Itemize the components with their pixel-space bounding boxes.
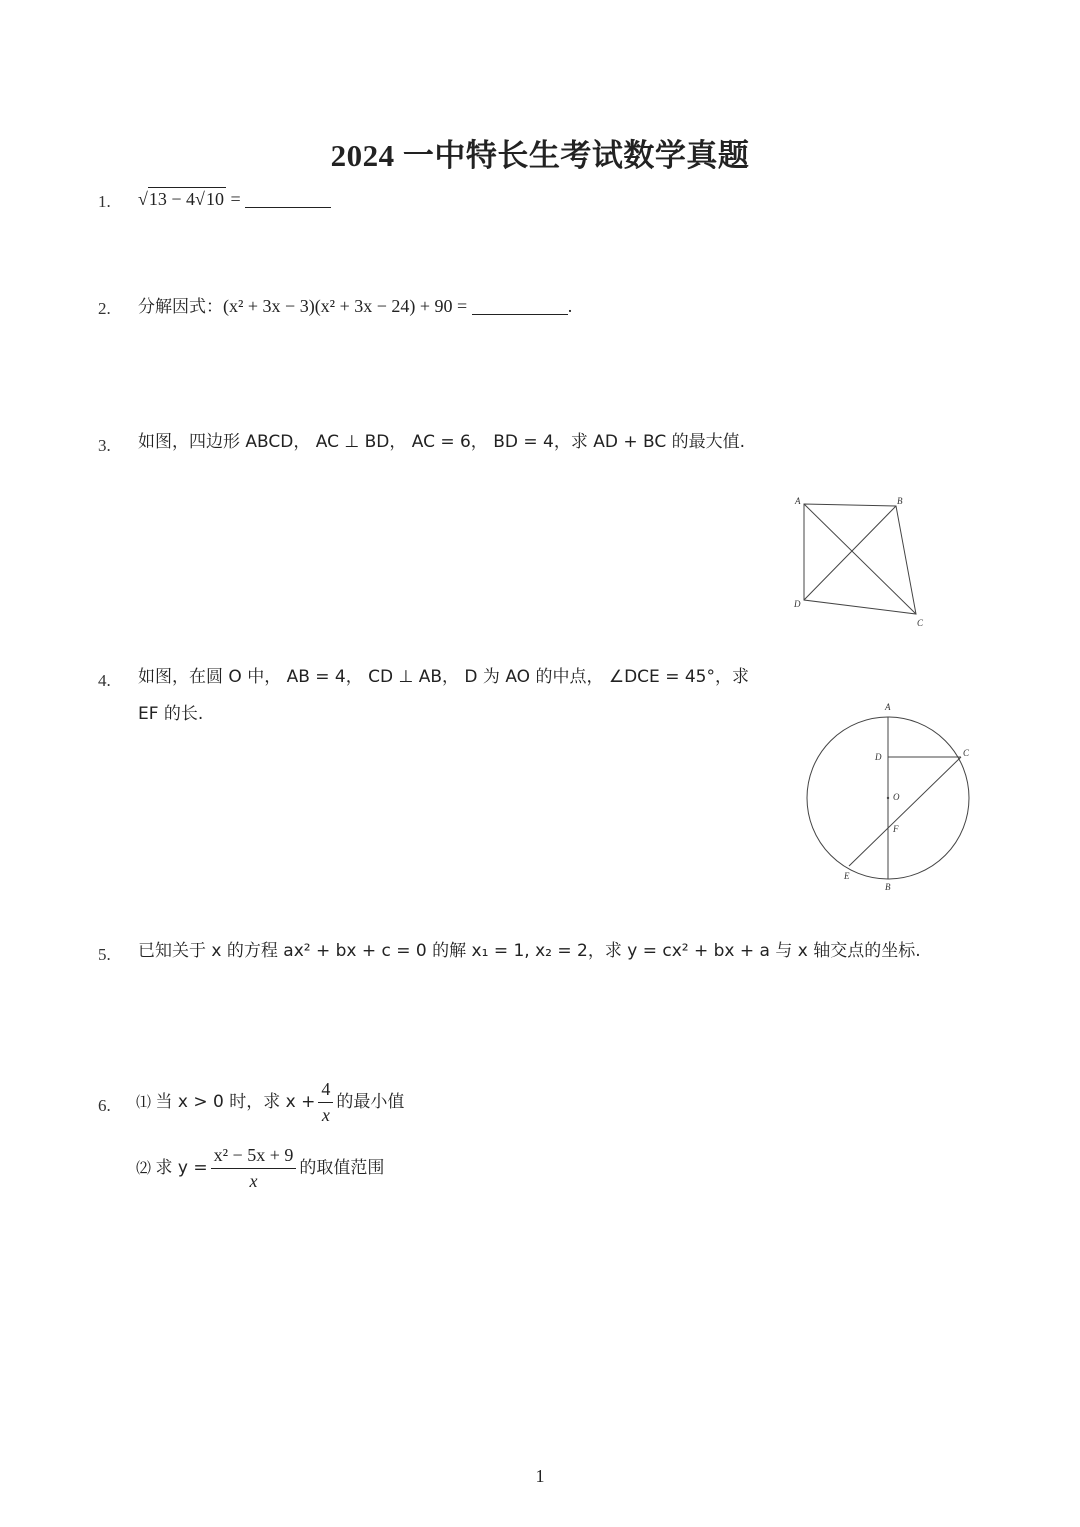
q2-formula: (x² + 3x − 3)(x² + 3x − 24) + 90 = <box>223 296 468 316</box>
page-title: 2024 一中特长生考试数学真题 <box>330 138 750 173</box>
q4-point-d: D <box>875 752 882 762</box>
q1-radicand: 13 − 4 <box>148 189 196 209</box>
q2-expression <box>138 297 572 316</box>
q3-text: 如图，四边形 ABCD， AC ⊥ BD， AC = 6， BD = 4，求 AD + BC 的最大值. <box>138 432 746 452</box>
q2-period: . <box>567 296 573 316</box>
q3-point-b: B <box>897 496 903 506</box>
q6-part2-prefix: 求 y = <box>155 1157 208 1178</box>
q3-quadrilateral-figure <box>780 490 940 630</box>
q4-point-a: A <box>885 702 891 712</box>
q3-point-c: C <box>917 618 924 628</box>
q4-point-f: F <box>893 824 899 834</box>
q1-inner-radicand: 10 <box>205 189 224 209</box>
q2-answer-blank[interactable] <box>472 297 568 315</box>
q6-part1-suffix: 的最小值 <box>336 1091 405 1112</box>
page-number: 1 <box>535 1466 545 1486</box>
q1-number: 1. <box>98 192 111 211</box>
q4-text-line1: 如图，在圆 O 中， AB = 4， CD ⊥ AB， D 为 AO 的中点， ∠DCE = 45°，求 <box>138 667 749 687</box>
q5-number: 5. <box>98 945 111 964</box>
radical-sign-icon: √ <box>138 189 148 209</box>
q6-part1-prefix: 当 x > 0 时，求 x + <box>155 1091 316 1112</box>
q4-point-b: B <box>885 882 891 892</box>
q1-expression <box>138 190 331 208</box>
q3-point-d: D <box>794 599 801 609</box>
inner-radical-sign-icon: √ <box>195 189 205 209</box>
q4-number: 4. <box>98 671 111 690</box>
diagonal-bd <box>804 506 896 600</box>
q6-part1-label: ⑴ <box>136 1094 152 1111</box>
q6-part1-fraction <box>318 1080 333 1126</box>
q2-label: 分解因式： <box>138 297 223 317</box>
q3-point-a: A <box>795 496 801 506</box>
q6-part2-numerator: x² − 5x + 9 <box>211 1146 297 1169</box>
q6-part1-numerator: 4 <box>318 1080 333 1103</box>
q3-number: 3. <box>98 436 111 455</box>
q4-point-c: C <box>963 748 970 758</box>
q6-part2-label: ⑵ <box>136 1160 152 1177</box>
q2-number: 2. <box>98 299 111 318</box>
q4-point-o: O <box>893 792 900 802</box>
q6-part2-suffix: 的取值范围 <box>299 1157 385 1178</box>
q6-number: 6. <box>98 1096 111 1115</box>
segment-ce <box>849 757 961 866</box>
q5-text: 已知关于 x 的方程 ax² + bx + c = 0 的解 x₁ = 1, x₂ = 2，求 y = cx² + bx + a 与 x 轴交点的坐标. <box>138 941 921 961</box>
diagonal-ac <box>804 504 916 614</box>
q6-part1-denominator: x <box>321 1104 330 1125</box>
q6-part2-fraction <box>211 1146 297 1192</box>
q6-part1 <box>136 1080 404 1126</box>
q6-part2 <box>136 1146 384 1192</box>
q4-text-line2: EF 的长. <box>138 704 204 724</box>
q4-circle-figure <box>795 698 985 898</box>
center-point-o <box>887 797 889 799</box>
q1-equals: = <box>230 189 241 209</box>
q6-part2-denominator: x <box>249 1170 258 1191</box>
q4-point-e: E <box>844 871 850 881</box>
q1-answer-blank[interactable] <box>245 190 331 208</box>
